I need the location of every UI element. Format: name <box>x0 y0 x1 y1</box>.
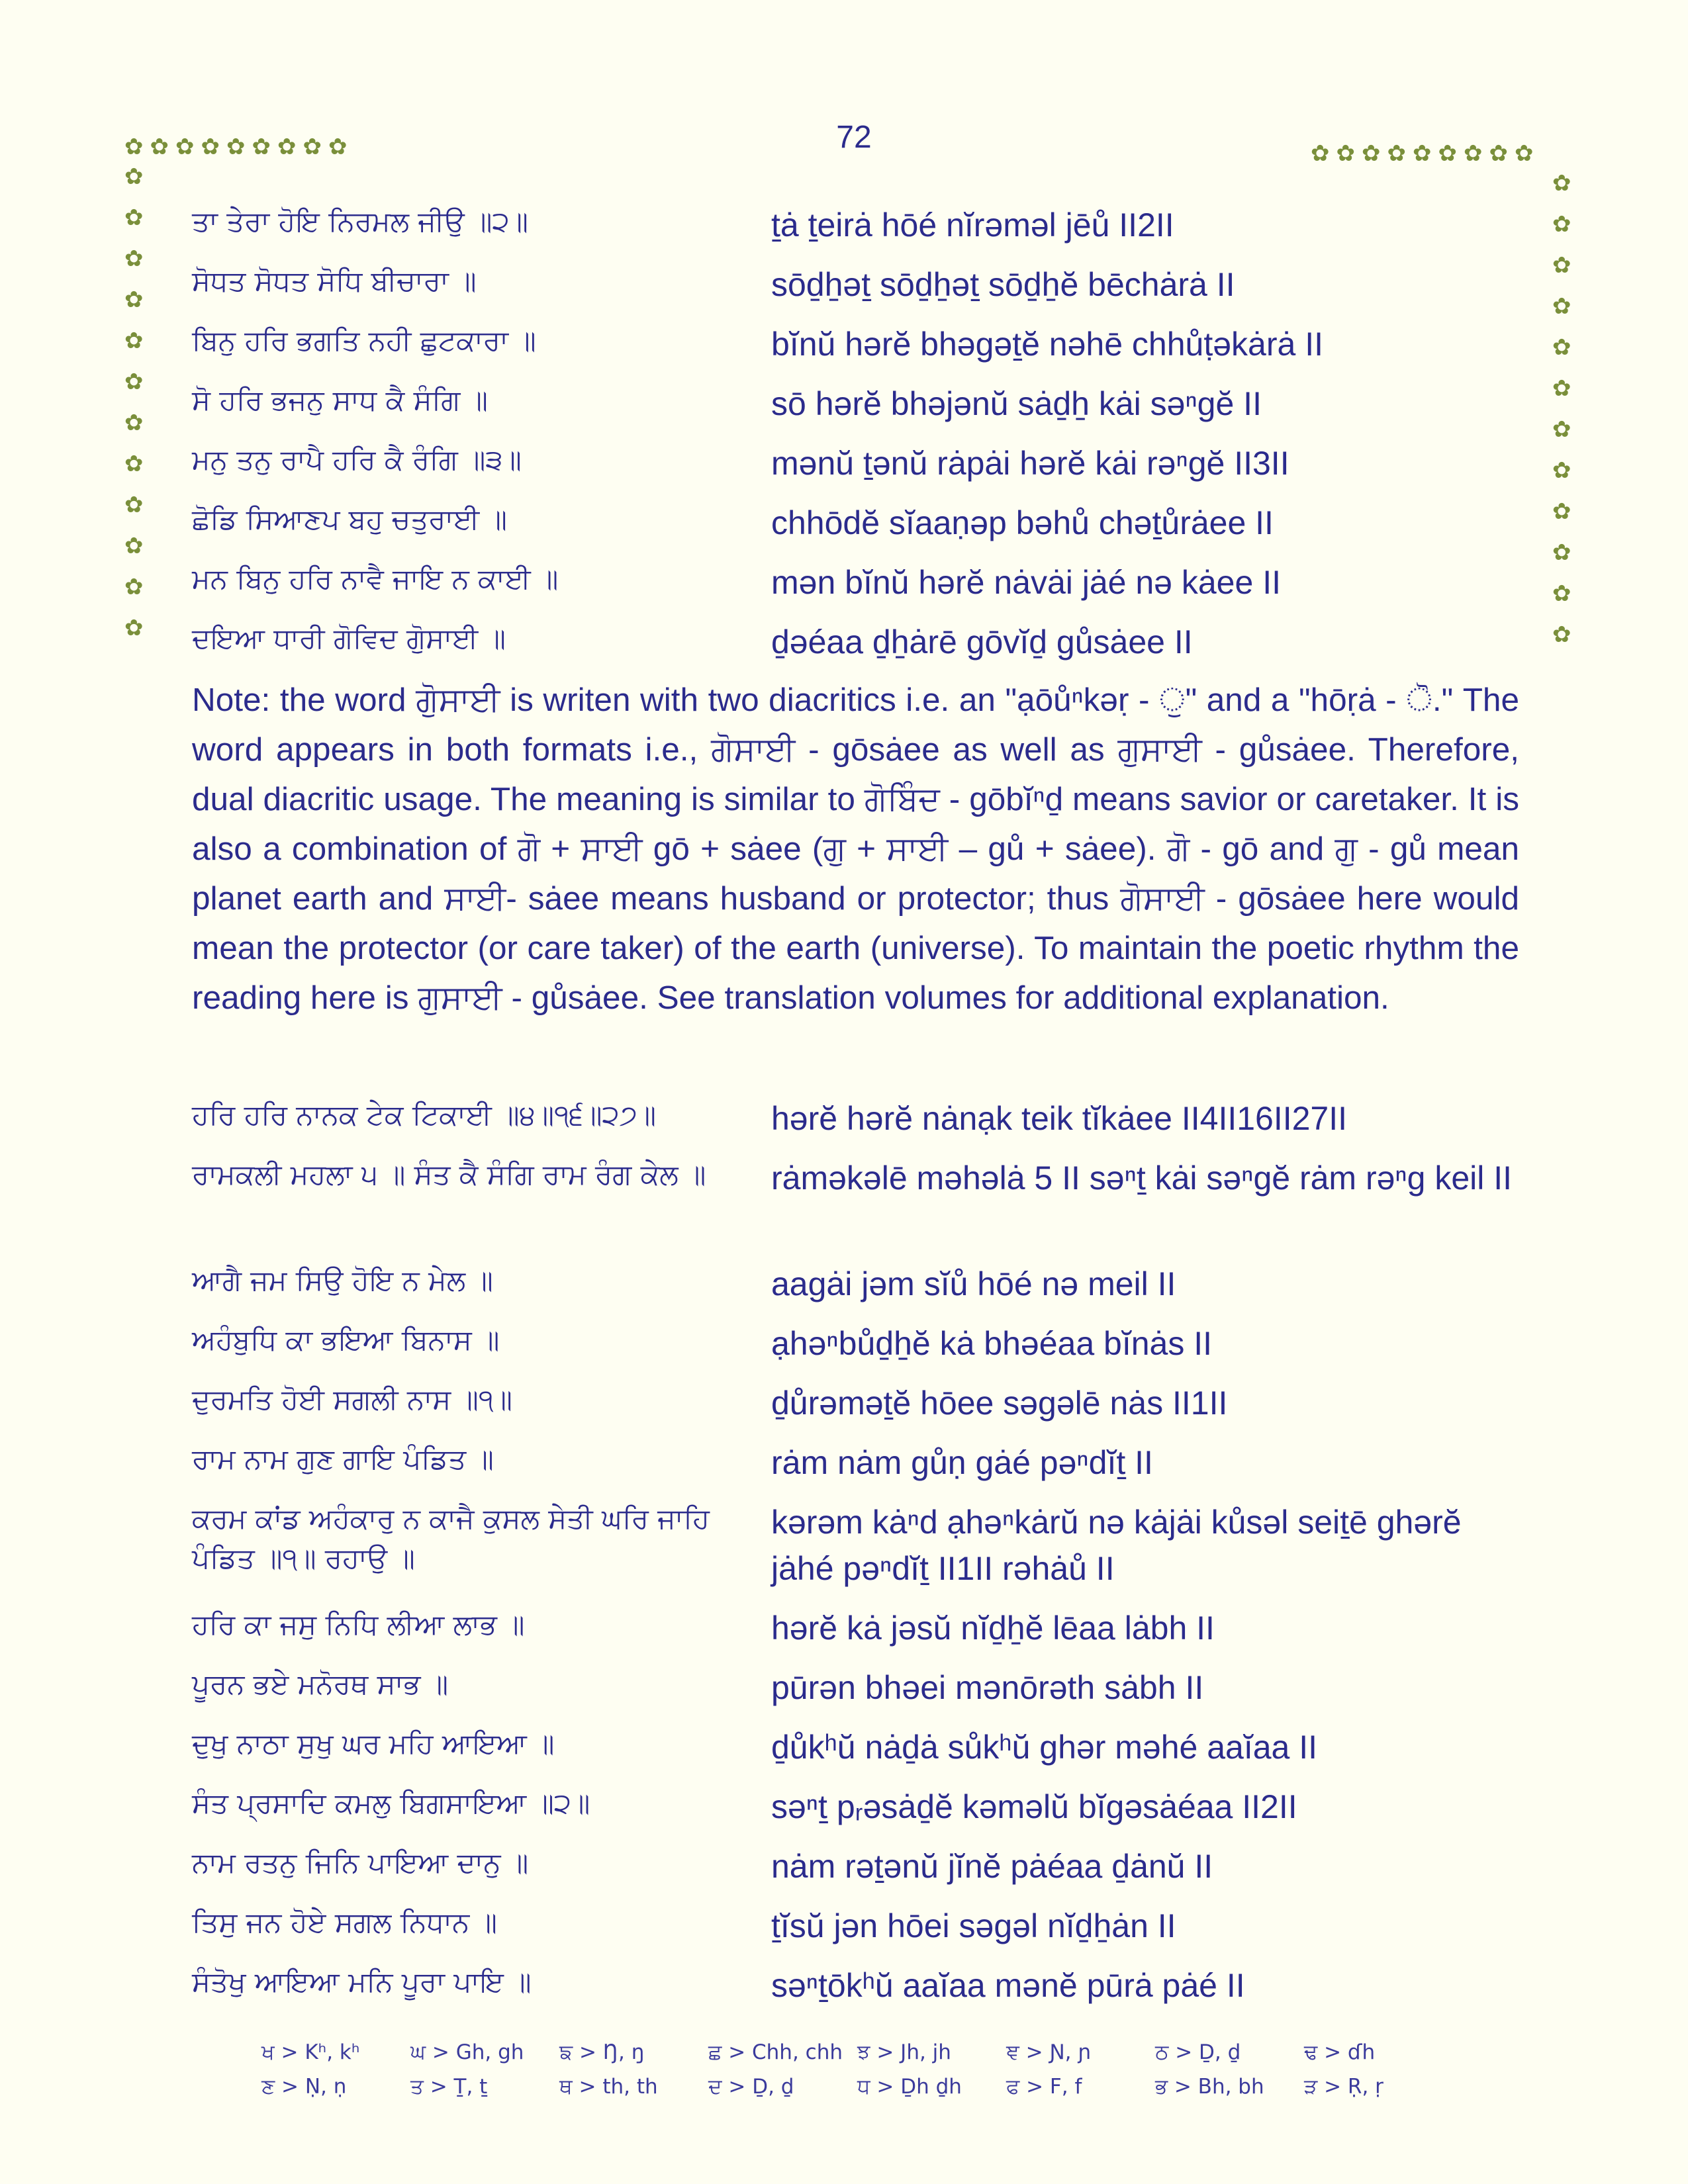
flower-icon: ✿ <box>1552 580 1571 607</box>
flower-icon: ✿ <box>1362 140 1381 167</box>
legend-item: ਢ > ɗh <box>1304 2040 1376 2064</box>
transliteration-line: aagȧi jəm sĭů hōé nə meil II <box>771 1265 1176 1302</box>
transliteration-line: hərĕ kȧ jəsŭ nĭḏẖĕ lēaa lȧbh II <box>771 1610 1215 1647</box>
flower-icon: ✿ <box>1552 293 1571 320</box>
legend-item: ਤ > Ṯ, ṯ <box>410 2074 488 2099</box>
flower-icon: ✿ <box>175 134 195 160</box>
gurmukhi-line: ਸੰਤੋਖੁ ਆਇਆ ਮਨਿ ਪੂਰਾ ਪਾਇ ॥ <box>192 1966 532 1998</box>
verse-row <box>192 261 1542 321</box>
flower-icon: ✿ <box>124 287 144 313</box>
note-paragraph: Note: the word ਗੁੋਸਾਈ is writen with two diacritics i.e. an "ạōůⁿkəṛ - ੁ" and a "hōṛȧ - ੋ." The word appears in both formats i.e., ਗੋਸਾਈ - gōsȧee as well as ਗੁਸਾਈ - gůsȧee. Therefore, dual diacritic usage. The meaning is similar to ਗੋਬਿੰਦ - gōbĭⁿḏ means savior or caretaker. It is also a combination of ਗੋ + ਸਾਈ gō + sȧee (ਗੁ + ਸਾਈ – gů + sȧee). ਗੋ - gō and ਗੁ - gů mean planet earth and ਸਾਈ- sȧee means husband or protector; thus ਗੋਸਾਈ - gōsȧee here would mean the protector (or care taker) of the earth (universe). To maintain the poetic rhythm the reading here is ਗੁਸਾਈ - gůsȧee. See translation volumes for additional explanation. <box>192 682 1519 1016</box>
flower-icon: ✿ <box>124 163 144 190</box>
transliteration-line: bĭnŭ hərĕ bhəgəṯĕ nəhē chhůṭəkȧrȧ II <box>771 326 1323 363</box>
flower-icon: ✿ <box>124 451 144 477</box>
verse-row <box>192 1499 1542 1605</box>
legend-item: ਭ > Bh, bh <box>1155 2074 1264 2099</box>
flower-icon: ✿ <box>1552 621 1571 648</box>
gurmukhi-line: ਤਾ ਤੇਰਾ ਹੋਇ ਨਿਰਮਲ ਜੀਉ ॥੨॥ <box>192 205 528 238</box>
gurmukhi-line: ਰਾਮ ਨਾਮ ਗੁਣ ਗਾਇ ਪੰਡਿਤ ॥ <box>192 1443 494 1475</box>
gurmukhi-line: ਹਰਿ ਕਾ ਜਸੁ ਨਿਧਿ ਲੀਆ ਲਾਭ ॥ <box>192 1608 525 1641</box>
flower-border-right <box>1552 172 1571 646</box>
flower-icon: ✿ <box>1552 170 1571 197</box>
flower-icon: ✿ <box>1464 140 1483 167</box>
verse-row <box>192 1155 1542 1261</box>
flower-icon: ✿ <box>124 205 144 231</box>
legend-row <box>261 2070 1453 2104</box>
gurmukhi-line: ਹਰਿ ਹਰਿ ਨਾਨਕ ਟੇਕ ਟਿਕਾਈ ॥੪॥੧੬॥੨੭॥ <box>192 1099 657 1131</box>
transliteration-line: hərĕ hərĕ nȧnạk teik tĭkȧee II4II16II27II <box>771 1100 1348 1137</box>
flower-border-top-right <box>1311 142 1534 165</box>
gurmukhi-line: ਨਾਮ ਰਤਨੁ ਜਿਨਿ ਪਾਇਆ ਦਾਨੁ ॥ <box>192 1846 529 1879</box>
verse-row <box>192 1962 1542 2022</box>
flower-icon: ✿ <box>1387 140 1406 167</box>
verse-row <box>192 1320 1542 1380</box>
verse-row <box>192 1843 1542 1903</box>
flower-icon: ✿ <box>124 574 144 600</box>
verse-row <box>192 1903 1542 1962</box>
flower-border-left <box>124 165 144 639</box>
legend-row <box>261 2035 1453 2070</box>
flower-icon: ✿ <box>1552 457 1571 484</box>
transliteration-line: mənŭ ṯənŭ rȧpȧi hərĕ kȧi rəⁿgĕ II3II <box>771 445 1289 482</box>
flower-icon: ✿ <box>1438 140 1457 167</box>
transliteration-line: ḏəéaa ḏẖȧrē gōvĭḏ gůsȧee II <box>771 623 1193 660</box>
verse-row <box>192 381 1542 440</box>
flower-icon: ✿ <box>328 134 348 160</box>
flower-icon: ✿ <box>124 615 144 641</box>
flower-icon: ✿ <box>1552 334 1571 361</box>
verse-row <box>192 500 1542 559</box>
gurmukhi-line: ਦੁਰਮਤਿ ਹੋਈ ਸਗਲੀ ਨਾਸ ॥੧॥ <box>192 1383 512 1416</box>
flower-icon: ✿ <box>201 134 220 160</box>
transliteration-line: rȧm nȧm gůṇ gȧé pəⁿdĭṯ II <box>771 1444 1153 1481</box>
gurmukhi-line: ਸੰਤ ਪ੍ਰਸਾਦਿ ਕਮਲੁ ਬਿਗਸਾਇਆ ॥੨॥ <box>192 1787 590 1819</box>
legend-item: ਝ > Jh, jh <box>857 2040 951 2064</box>
verse-row <box>192 559 1542 619</box>
verse-row <box>192 1664 1542 1724</box>
gurmukhi-line: ਰਾਮਕਲੀ ਮਹਲਾ ੫ ॥ ਸੰਤ ਕੈ ਸੰਗਿ ਰਾਮ ਰੰਗ ਕੇਲ ॥ <box>192 1158 706 1191</box>
verse-row <box>192 1095 1542 1155</box>
flower-icon: ✿ <box>124 410 144 436</box>
flower-icon: ✿ <box>1552 539 1571 566</box>
gurmukhi-line: ਸੋ ਹਰਿ ਭਜਨੁ ਸਾਧ ਕੈ ਸੰਗਿ ॥ <box>192 384 488 416</box>
flower-icon: ✿ <box>1552 211 1571 238</box>
legend-item: ਦ > Ḏ, ḏ <box>708 2074 794 2099</box>
transliteration-line: sōḏẖəṯ sōḏẖəṯ sōḏẖĕ bēchȧrȧ II <box>771 266 1235 303</box>
page-number: 72 <box>836 120 872 155</box>
flower-icon: ✿ <box>1552 416 1571 443</box>
gurmukhi-line: ਪੂਰਨ ਭਏ ਮਨੋਰਥ ਸਾਭ ॥ <box>192 1668 449 1700</box>
flower-icon: ✿ <box>124 328 144 354</box>
legend-item: ਘ > Gh, gh <box>410 2040 524 2064</box>
legend-item: ਠ > Ḏ, ḏ <box>1155 2040 1241 2064</box>
verses-top <box>192 202 1542 678</box>
flower-icon: ✿ <box>1413 140 1432 167</box>
verse-row <box>192 1380 1542 1439</box>
legend-item: ਖ > Kʰ, kʰ <box>261 2040 360 2064</box>
flower-icon: ✿ <box>1336 140 1355 167</box>
legend-item: ਙ > Ŋ, ŋ <box>559 2040 645 2064</box>
verse-row <box>192 1784 1542 1843</box>
legend-item: ਞ > Ɲ, ɲ <box>1006 2040 1092 2064</box>
flower-icon: ✿ <box>124 246 144 272</box>
gurmukhi-line: ਮਨ ਬਿਨੁ ਹਰਿ ਨਾਵੈ ਜਾਇ ਨ ਕਾਈ ॥ <box>192 563 559 595</box>
flower-icon: ✿ <box>150 134 169 160</box>
verse-row <box>192 321 1542 381</box>
transliteration-line: səⁿṯōkʰŭ aaĭaa mənĕ pūrȧ pȧé II <box>771 1967 1245 2004</box>
gurmukhi-line: ਬਿਨੁ ਹਰਿ ਭਗਤਿ ਨਹੀ ਛੁਟਕਾਰਾ ॥ <box>192 324 536 357</box>
transliteration-line: səⁿṯ pᵣəsȧḏĕ kəməlŭ bĭgəsȧéaa II2II <box>771 1788 1297 1825</box>
verse-row <box>192 1724 1542 1784</box>
transliteration-line: sō hərĕ bhəjənŭ sȧḏẖ kȧi səⁿgĕ II <box>771 385 1262 422</box>
flower-icon: ✿ <box>124 492 144 518</box>
transliteration-line: kərəm kȧⁿd ạhəⁿkȧrŭ nə kȧjȧi kůsəl seiṯē ghərĕ jȧhé pəⁿdĭṯ II1II rəhȧů II <box>771 1504 1462 1587</box>
verse-row <box>192 1605 1542 1664</box>
verses-bottom <box>192 1095 1542 2022</box>
flower-icon: ✿ <box>124 533 144 559</box>
verse-row <box>192 440 1542 500</box>
transliteration-legend <box>261 2035 1453 2104</box>
flower-icon: ✿ <box>124 134 144 160</box>
flower-icon: ✿ <box>277 134 297 160</box>
gurmukhi-line: ਮਨੁ ਤਨੁ ਰਾਪੈ ਹਰਿ ਕੈ ਰੰਗਿ ॥੩॥ <box>192 443 522 476</box>
flower-icon: ✿ <box>124 369 144 395</box>
gurmukhi-line: ਦੁਖੁ ਨਾਠਾ ਸੁਖੁ ਘਰ ਮਹਿ ਆਇਆ ॥ <box>192 1727 555 1760</box>
gurmukhi-line: ਕਰਮ ਕਾਂਡ ਅਹੰਕਾਰੁ ਨ ਕਾਜੈ ਕੁਸਲ ਸੇਤੀ ਘਰਿ ਜਾਹਿ ਪੰਡਿਤ ॥੧॥ ਰਹਾਉ ॥ <box>192 1502 710 1574</box>
legend-item: ੜ > Ṛ, ṛ <box>1304 2074 1383 2099</box>
flower-icon: ✿ <box>1552 252 1571 279</box>
transliteration-line: ḏůkʰŭ nȧḏȧ sůkʰŭ ghər məhé aaĭaa II <box>771 1729 1317 1766</box>
transliteration-line: ṯĭsŭ jən hōei səgəl nĭḏẖȧn II <box>771 1907 1176 1944</box>
gurmukhi-line: ਤਿਸੁ ਜਨ ਹੋਏ ਸਗਲ ਨਿਧਾਨ ॥ <box>192 1906 497 1938</box>
legend-item: ਧ > Ḏh ḏh <box>857 2074 962 2099</box>
flower-icon: ✿ <box>1489 140 1508 167</box>
gurmukhi-line: ਅਹੰਬੁਧਿ ਕਾ ਭਇਆ ਬਿਨਾਸ ॥ <box>192 1324 500 1356</box>
transliteration-line: mən bĭnŭ hərĕ nȧvȧi jȧé nə kȧee II <box>771 564 1281 601</box>
gurmukhi-line: ਸੋਧਤ ਸੋਧਤ ਸੋਧਿ ਬੀਚਾਰਾ ॥ <box>192 265 477 297</box>
legend-item: ਥ > th, th <box>559 2074 658 2099</box>
transliteration-line: ḏůrəməṯĕ hōee səgəlē nȧs II1II <box>771 1385 1228 1422</box>
legend-item: ਛ > Chh, chh <box>708 2040 843 2064</box>
verse-row <box>192 619 1542 678</box>
flower-icon: ✿ <box>1552 498 1571 525</box>
gurmukhi-line: ਦਇਆ ਧਾਰੀ ਗੋਵਿਦ ਗੁੋਸਾਈ ॥ <box>192 622 506 655</box>
flower-border-top-left <box>124 136 348 158</box>
flower-icon: ✿ <box>1515 140 1534 167</box>
transliteration-line: ṯȧ ṯeirȧ hōé nĭrəməl jēů II2II <box>771 206 1174 244</box>
flower-icon: ✿ <box>252 134 271 160</box>
gurmukhi-line: ਛੋਡਿ ਸਿਆਣਪ ਬਹੁ ਚਤੁਰਾਈ ॥ <box>192 503 507 535</box>
flower-icon: ✿ <box>226 134 246 160</box>
verse-row <box>192 202 1542 261</box>
flower-icon: ✿ <box>1311 140 1330 167</box>
legend-item: ਣ > Ṇ, ṇ <box>261 2074 347 2099</box>
gurmukhi-line: ਆਗੈ ਜਮ ਸਿਉ ਹੋਇ ਨ ਮੇਲ ॥ <box>192 1264 493 1297</box>
transliteration-line: pūrən bhəei mənōrəth sȧbh II <box>771 1669 1204 1706</box>
verse-row <box>192 1439 1542 1499</box>
flower-icon: ✿ <box>1552 375 1571 402</box>
transliteration-line: chhōdĕ sĭaaṇəp bəhů chəṯůrȧee II <box>771 504 1274 541</box>
transliteration-line: ạhəⁿbůḏẖĕ kȧ bhəéaa bĭnȧs II <box>771 1325 1213 1362</box>
transliteration-line: rȧməkəlē məhəlȧ 5 II səⁿṯ kȧi səⁿgĕ rȧm rəⁿg keil II <box>771 1160 1513 1197</box>
transliteration-line: nȧm rəṯənŭ jĭnĕ pȧéaa ḏȧnŭ II <box>771 1848 1213 1885</box>
legend-item: ਫ > F, f <box>1006 2074 1082 2099</box>
flower-icon: ✿ <box>303 134 322 160</box>
verse-row <box>192 1261 1542 1320</box>
